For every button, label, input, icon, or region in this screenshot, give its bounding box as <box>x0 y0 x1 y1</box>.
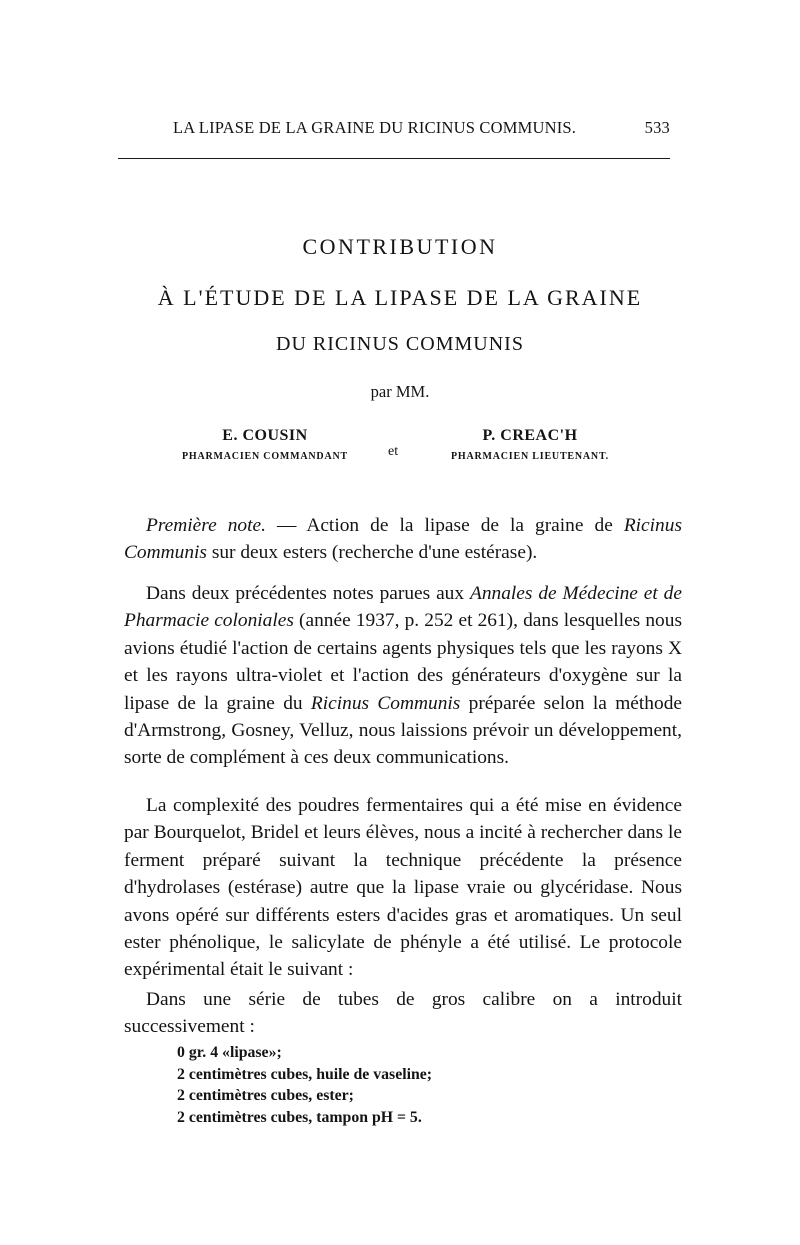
reagent-list <box>177 1042 432 1128</box>
note-paragraph <box>124 512 682 567</box>
list-item: 2 centimètres cubes, huile de vaseline; <box>177 1065 433 1083</box>
author-cousin <box>170 427 360 462</box>
paragraph-4: Dans une série de tubes de gros calibre on a introduit successivement : <box>124 989 682 1038</box>
list-item: 0 gr. 4 «lipase»; <box>177 1044 282 1061</box>
title-line-2: À L'ÉTUDE DE LA LIPASE DE LA GRAINE <box>157 285 643 310</box>
title-line-3-text: DU RICINUS COMMUNIS <box>276 333 524 355</box>
author-rank: PHARMACIEN COMMANDANT <box>182 451 348 462</box>
paragraph-2-c: préparée selon la méthode d'Armstrong, Gosney, Velluz, nous laissions prévoir un développement, sorte de complément à ces deux communications. <box>124 692 682 769</box>
author-creach <box>430 427 630 462</box>
note-italic: Ricinus Communis <box>124 515 682 564</box>
note-text: — Action de la lipase de la graine de <box>265 515 624 536</box>
paragraph-2-a: Dans deux précédentes notes parues aux <box>146 583 470 604</box>
author-rank: PHARMACIEN LIEUTENANT. <box>451 451 609 462</box>
paragraph-2 <box>124 580 682 772</box>
page-number: 533 <box>644 118 670 137</box>
byline: par MM. <box>370 382 430 401</box>
running-head-title: LA LIPASE DE LA GRAINE DU RICINUS COMMUNIS. <box>173 118 577 137</box>
paragraph-2-b: (année 1937, p. 252 et 261), dans lesquelles nous avions étudié l'action de certains agents physiques tels que les rayons X et les rayons ultra-violet et l'action des générateurs d'oxygène sur la lipase de la graine du <box>124 610 682 714</box>
list-item: 2 centimètres cubes, ester; <box>177 1087 354 1104</box>
paragraph-3: La complexité des poudres fermentaires qui a été mise en évidence par Bourquelot, Bridel et leurs élèves, nous a incité à rechercher dans le ferment préparé suivant la technique précédente la présence d'hydrolases (estérase) autre que la lipase vraie ou glycéridase. Nous avons opéré sur différents esters d'acides gras et aromatiques. Un seul ester phénolique, le salicylate de phényle a été utilisé. Le protocole expérimental était le suivant : <box>124 795 682 981</box>
species-name: Ricinus Communis <box>310 692 461 714</box>
note-text-2: sur deux esters (recherche d'une estérase). <box>206 542 538 564</box>
title-line-3 <box>0 333 800 356</box>
note-label: Première note. <box>146 515 266 536</box>
author-name: P. CREAC'H <box>482 427 578 444</box>
title-line-1: CONTRIBUTION <box>302 234 498 259</box>
author-name: E. COUSIN <box>222 427 308 444</box>
header-rule <box>118 158 670 159</box>
journal-title: Annales de Médecine et de Pharmacie coloniales <box>124 583 682 632</box>
author-conjunction: et <box>388 444 399 459</box>
list-item: 2 centimètres cubes, tampon pH = 5. <box>177 1108 422 1126</box>
